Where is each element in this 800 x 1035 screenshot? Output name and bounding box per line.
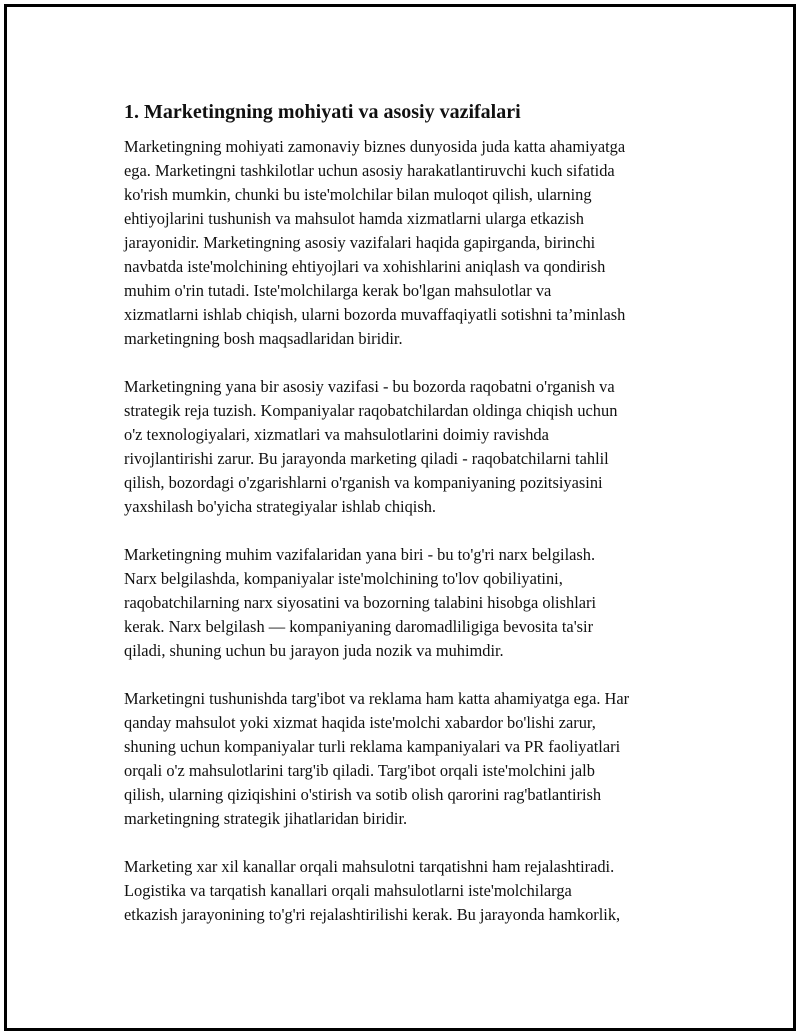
- text-line: marketingning strategik jihatlaridan biridir.: [124, 809, 408, 828]
- text-line: Marketing xar xil kanallar orqali mahsulotni tarqatishni ham rejalashtiradi.: [124, 857, 615, 876]
- paragraph: [124, 687, 684, 831]
- text-line: ega. Marketingni tashkilotlar uchun asosiy harakatlantiruvchi kuch sifatida: [124, 161, 615, 180]
- paragraph: [124, 375, 684, 519]
- text-line: ko'rish mumkin, chunki bu iste'molchilar bilan muloqot qilish, ularning: [124, 185, 592, 204]
- paragraph-list: [124, 135, 684, 927]
- text-line: qiladi, shuning uchun bu jarayon juda nozik va muhimdir.: [124, 641, 504, 660]
- paragraph: [124, 855, 684, 927]
- text-line: xizmatlarni ishlab chiqish, ularni bozorda muvaffaqiyatli sotishni ta’minlash: [124, 305, 626, 324]
- text-line: Narx belgilashda, kompaniyalar iste'molchining to'lov qobiliyatini,: [124, 569, 563, 588]
- section-heading: 1. Marketingning mohiyati va asosiy vazifalari: [124, 101, 521, 123]
- text-line: muhim o'rin tutadi. Iste'molchilarga kerak bo'lgan mahsulotlar va: [124, 281, 552, 300]
- text-line: rivojlantirishi zarur. Bu jarayonda marketing qiladi - raqobatchilarni tahlil: [124, 449, 609, 468]
- text-line: Marketingning muhim vazifalaridan yana biri - bu to'g'ri narx belgilash.: [124, 545, 596, 564]
- paragraph: [124, 135, 684, 351]
- text-line: jarayonidir. Marketingning asosiy vazifalari haqida gapirganda, birinchi: [124, 233, 596, 252]
- document-body: [124, 99, 684, 951]
- text-line: kerak. Narx belgilash — kompaniyaning daromadliligiga bevosita ta'sir: [124, 617, 594, 636]
- text-line: Logistika va tarqatish kanallari orqali mahsulotlarni iste'molchilarga: [124, 881, 572, 900]
- text-line: qilish, ularning qiziqishini o'stirish va sotib olish qarorini rag'batlantirish: [124, 785, 602, 804]
- text-line: orqali o'z mahsulotlarini targ'ib qiladi. Targ'ibot orqali iste'molchini jalb: [124, 761, 595, 780]
- text-line: strategik reja tuzish. Kompaniyalar raqobatchilardan oldinga chiqish uchun: [124, 401, 618, 420]
- text-line: yaxshilash bo'yicha strategiyalar ishlab chiqish.: [124, 497, 437, 516]
- text-line: o'z texnologiyalari, xizmatlari va mahsulotlarini doimiy ravishda: [124, 425, 549, 444]
- text-line: qanday mahsulot yoki xizmat haqida iste'molchi xabardor bo'lishi zarur,: [124, 713, 596, 732]
- text-line: marketingning bosh maqsadlaridan biridir.: [124, 329, 403, 348]
- text-line: navbatda iste'molchining ehtiyojlari va xohishlarini aniqlash va qondirish: [124, 257, 606, 276]
- text-line: Marketingning mohiyati zamonaviy biznes dunyosida juda katta ahamiyatga: [124, 137, 626, 156]
- page-frame: [4, 4, 796, 1031]
- paragraph: [124, 543, 684, 663]
- text-line: shuning uchun kompaniyalar turli reklama kampaniyalari va PR faoliyatlari: [124, 737, 621, 756]
- text-line: etkazish jarayonining to'g'ri rejalashtirilishi kerak. Bu jarayonda hamkorlik,: [124, 905, 621, 924]
- text-line: ehtiyojlarini tushunish va mahsulot hamda xizmatlarni ularga etkazish: [124, 209, 584, 228]
- text-line: Marketingni tushunishda targ'ibot va reklama ham katta ahamiyatga ega. Har: [124, 689, 630, 708]
- text-line: Marketingning yana bir asosiy vazifasi - bu bozorda raqobatni o'rganish va: [124, 377, 615, 396]
- text-line: raqobatchilarning narx siyosatini va bozorning talabini hisobga olishlari: [124, 593, 597, 612]
- text-line: qilish, bozordagi o'zgarishlarni o'rganish va kompaniyaning pozitsiyasini: [124, 473, 603, 492]
